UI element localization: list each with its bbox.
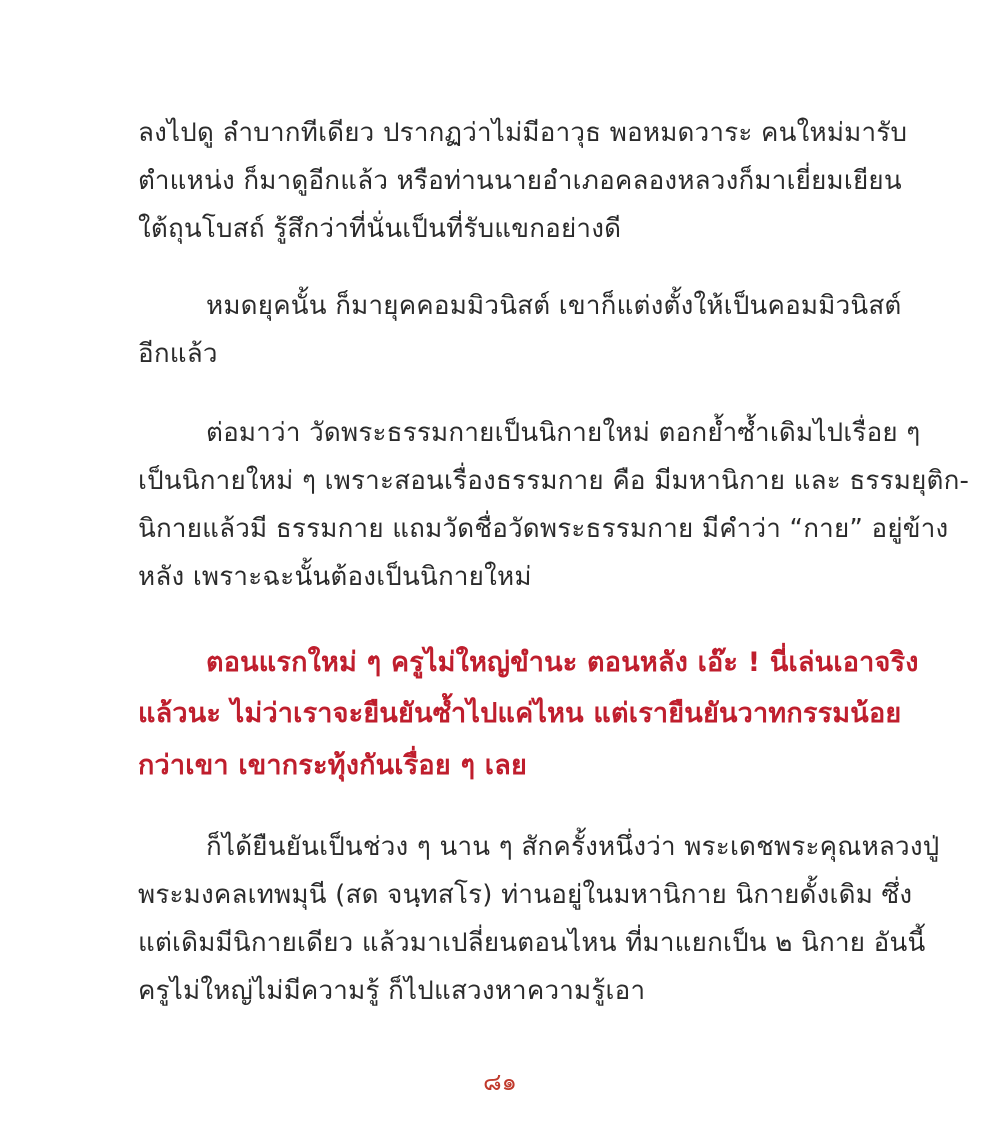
paragraph-3-line-1: ต่อมาว่า วัดพระธรรมกายเป็นนิกายใหม่ ตอกย้ำซ้ำเดิมไปเรื่อย ๆ [206, 418, 921, 448]
emphasis-line-3: กว่าเขา เขากระทุ้งกันเรื่อย ๆ เลย [138, 750, 527, 781]
paragraph-1-line-2: ตำแหน่ง ก็มาดูอีกแล้ว หรือท่านนายอำเภอคลองหลวงก็มาเยี่ยมเยียน [138, 166, 902, 196]
emphasis-line-1: ตอนแรกใหม่ ๆ ครูไม่ใหญ่ขำนะ ตอนหลัง เอ๊ะ ! นี่เล่นเอาจริง [206, 647, 919, 678]
paragraph-5-line-4: ครูไม่ใหญ่ไม่มีความรู้ ก็ไปแสวงหาความรู้เอา [138, 976, 646, 1006]
paragraph-3-line-3: นิกายแล้วมี ธรรมกาย แถมวัดชื่อวัดพระธรรมกาย มีคำว่า “กาย” อยู่ข้าง [138, 514, 949, 544]
paragraph-3-line-2: เป็นนิกายใหม่ ๆ เพราะสอนเรื่องธรรมกาย คือ มีมหานิกาย และ ธรรมยุติก- [138, 466, 970, 496]
paragraph-1-line-3: ใต้ถุนโบสถ์ รู้สึกว่าที่นั่นเป็นที่รับแขกอย่างดี [138, 214, 622, 244]
paragraph-5-line-2: พระมงคลเทพมุนี (สด จนฺทสโร) ท่านอยู่ในมหานิกาย นิกายดั้งเดิม ซึ่ง [138, 880, 913, 910]
paragraph-5-line-1: ก็ได้ยืนยันเป็นช่วง ๆ นาน ๆ สักครั้งหนึ่งว่า พระเดชพระคุณหลวงปู่ [206, 832, 940, 862]
emphasis-line-2: แล้วนะ ไม่ว่าเราจะยืนยันซ้ำไปแค่ไหน แต่เรายืนยันวาทกรรมน้อย [138, 698, 902, 729]
page-number: ๘๑ [483, 1068, 517, 1096]
paragraph-3-line-4: หลัง เพราะฉะนั้นต้องเป็นนิกายใหม่ [138, 562, 532, 592]
paragraph-2-line-2: อีกแล้ว [138, 339, 218, 369]
paragraph-2-line-1: หมดยุคนั้น ก็มายุคคอมมิวนิสต์ เขาก็แต่งตั้งให้เป็นคอมมิวนิสต์ [206, 291, 902, 321]
paragraph-5-line-3: แต่เดิมมีนิกายเดียว แล้วมาเปลี่ยนตอนไหน ที่มาแยกเป็น ๒ นิกาย อันนี้ [138, 928, 926, 958]
paragraph-1-line-1: ลงไปดู ลำบากทีเดียว ปรากฏว่าไม่มีอาวุธ พอหมดวาระ คนใหม่มารับ [138, 118, 908, 148]
